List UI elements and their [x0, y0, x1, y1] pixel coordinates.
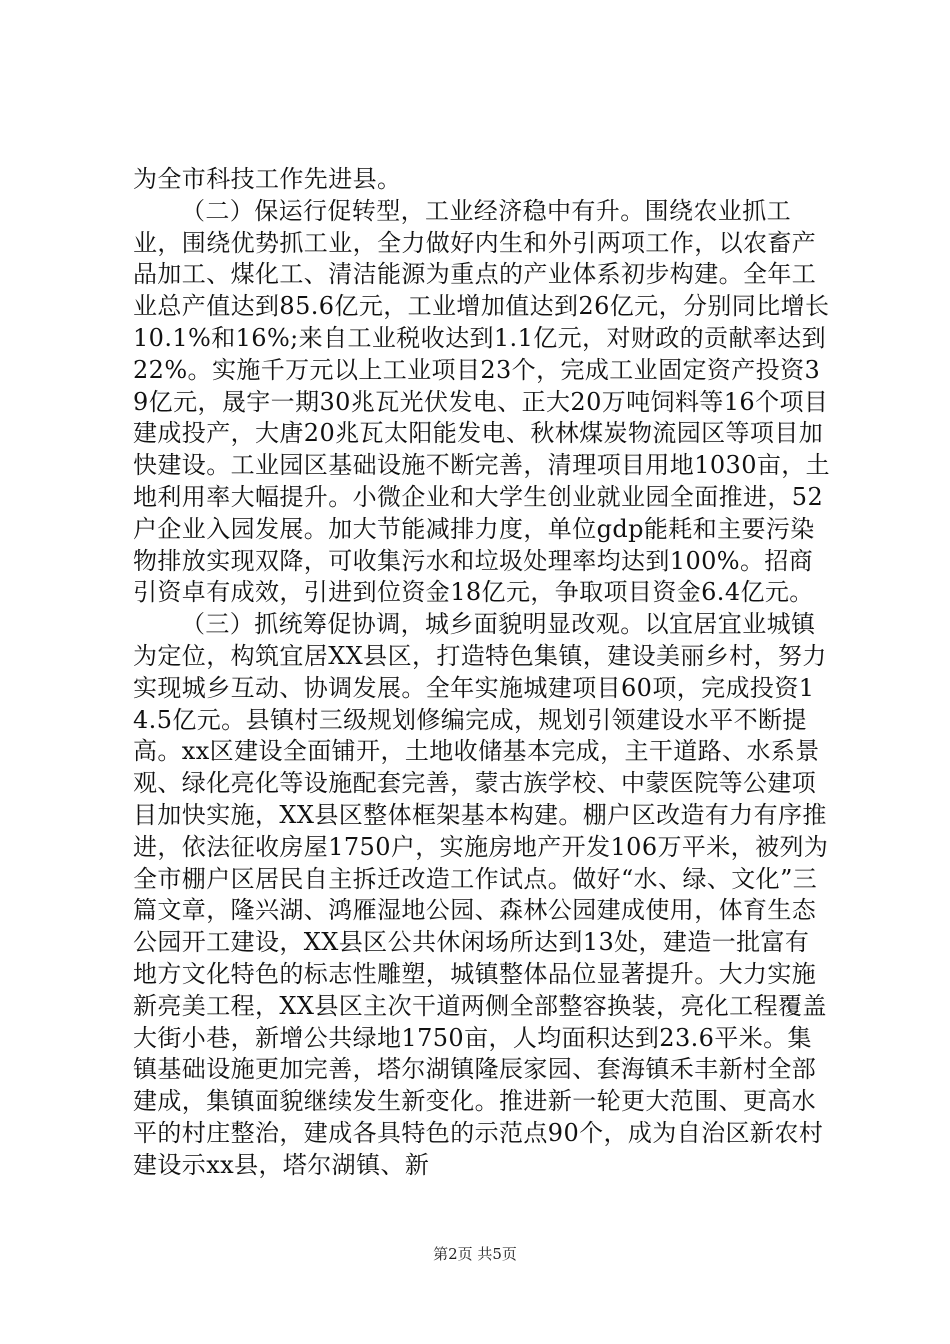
paragraph-industry: （二）保运行促转型，工业经济稳中有升。围绕农业抓工业，围绕优势抓工业，全力做好内生和外引两项工作，以农畜产品加工、煤化工、清洁能源为重点的产业体系初步构建。全年工业总产值达到85.6亿元，工业增加值达到26亿元，分别同比增长10.1%和16%;来自工业税收达到1.1亿元，对财政的贡献率达到22%。实施千万元以上工业项目23个，完成工业固定资产投资39亿元，晟宇一期30兆瓦光伏发电、正大20万吨饲料等16个项目建成投产，大唐20兆瓦太阳能发电、秋林煤炭物流园区等项目加快建设。工业园区基础设施不断完善，清理项目用地1030亩，土地利用率大幅提升。小微企业和大学生创业就业园全面推进，52户企业入园发展。加大节能减排力度，单位gdp能耗和主要污染物排放实现双降，可收集污水和垃圾处理率均达到100%。招商引资卓有成效，引进到位资金18亿元，争取项目资金6.4亿元。: [133, 196, 831, 607]
paragraph-urban-rural: （三）抓统筹促协调，城乡面貌明显改观。以宜居宜业城镇为定位，构筑宜居XX县区，打造特色集镇，建设美丽乡村，努力实现城乡互动、协调发展。全年实施城建项目60项，完成投资14.5亿元。县镇村三级规划修编完成，规划引领建设水平不断提高。xx区建设全面铺开，土地收储基本完成，主干道路、水系景观、绿化亮化等设施配套完善，蒙古族学校、中蒙医院等公建项目加快实施，XX县区整体框架基本构建。棚户区改造有力有序推进，依法征收房屋1750户，实施房地产开发106万平米，被列为全市棚户区居民自主拆迁改造工作试点。做好“水、绿、文化”三篇文章，隆兴湖、鸿雁湿地公园、森林公园建成使用，体育生态公园开工建设，XX县区公共休闲场所达到13处，建造一批富有地方文化特色的标志性雕塑，城镇整体品位显著提升。大力实施新亮美工程，XX县区主次干道两侧全部整容换装，亮化工程覆盖大街小巷，新增公共绿地1750亩，人均面积达到23.6平米。集镇基础设施更加完善，塔尔湖镇隆辰家园、套海镇禾丰新村全部建成，集镇面貌继续发生新变化。推进新一轮更大范围、更高水平的村庄整治，建成各具特色的示范点90个，成为自治区新农村建设示xx县，塔尔湖镇、新: [133, 610, 829, 1179]
document-body: [133, 164, 833, 1182]
paragraph-continuation: 为全市科技工作先进县。: [133, 165, 402, 193]
page-number-footer: 第2页 共5页: [433, 1245, 517, 1263]
